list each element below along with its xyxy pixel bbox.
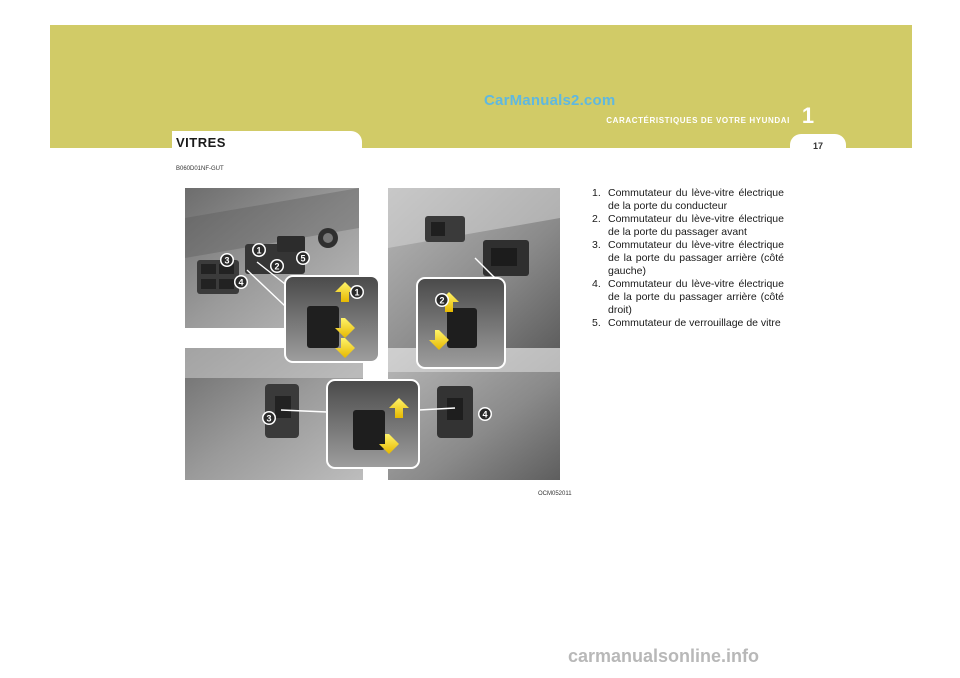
window-switch-figure [185,188,560,480]
legend-item [592,317,784,330]
callout-5 [296,251,310,265]
svg-text:3: 3 [224,255,230,266]
legend-number: 1. [592,187,601,199]
legend-number: 5. [592,317,601,329]
legend-item [592,239,784,278]
figure-code: OCM052011 [538,491,572,497]
section-title: VITRES [176,135,226,150]
svg-text:2: 2 [439,295,445,306]
callout-2 [270,259,284,273]
legend-text: Commutateur de verrouillage de vitre [608,317,781,329]
callout-3-zoom [262,411,276,425]
legend-number: 4. [592,278,601,290]
legend-text: Commutateur du lève-vitre électrique de la porte du passager arrière (côté gauche) [608,239,784,277]
site-watermark[interactable]: CarManuals2.com [484,92,616,109]
legend-number: 2. [592,213,601,225]
doc-code: B060D01NF-GUT [176,166,224,172]
callout-1 [252,243,266,257]
header-band [50,25,912,148]
legend-item [592,187,784,213]
legend-list [592,187,784,330]
svg-text:4: 4 [238,277,244,288]
legend-item [592,278,784,317]
chapter-number: 1 [801,103,815,128]
callout-4-zoom [478,407,492,421]
legend-text: Commutateur du lève-vitre électrique de la porte du conducteur [608,187,784,212]
legend-item [592,213,784,239]
chapter-title: CARACTÉRISTIQUES DE VOTRE HYUNDAI [606,116,790,125]
footer-watermark[interactable]: carmanualsonline.info [568,646,760,666]
svg-text:1: 1 [354,287,360,298]
callout-2-zoom [435,293,449,307]
callout-4 [234,275,248,289]
legend-text: Commutateur du lève-vitre électrique de la porte du passager avant [608,213,784,238]
svg-text:5: 5 [300,253,306,264]
svg-text:2: 2 [274,261,280,272]
callout-3 [220,253,234,267]
svg-text:3: 3 [266,413,272,424]
svg-text:4: 4 [482,409,488,420]
legend-text: Commutateur du lève-vitre électrique de la porte du passager arrière (côté droit) [608,278,784,316]
page-number: 17 [812,141,823,151]
legend-number: 3. [592,239,601,251]
svg-text:1: 1 [256,245,262,256]
callout-1-zoom [350,285,364,299]
